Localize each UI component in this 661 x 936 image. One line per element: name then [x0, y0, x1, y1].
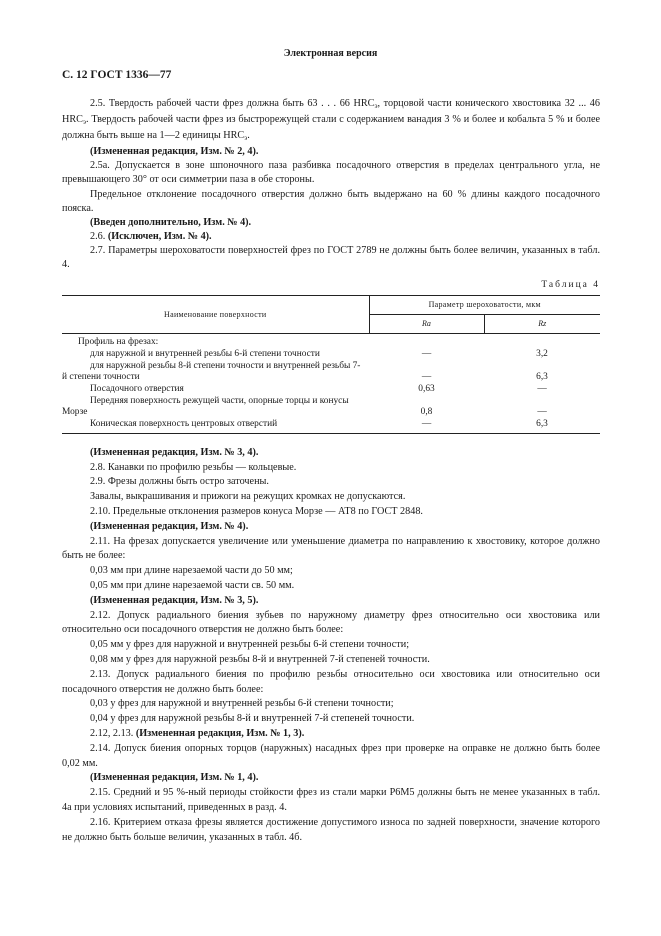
table-cell-rz: —	[537, 407, 547, 418]
table-cell-ra: —	[421, 348, 432, 359]
paragraph-2-10: 2.10. Предельные отклонения размеров конуса Морзе — АТ8 по ГОСТ 2848.	[90, 506, 423, 518]
electronic-version-label: Электронная версия	[283, 48, 378, 59]
table-cell-surface: для наружной резьбы 8-й степени точности и внутренней резьбы 7-й степени точности	[62, 360, 361, 383]
table-cell-surface: Коническая поверхность центровых отверстий	[62, 419, 369, 433]
paragraph-2-11: 2.11. На фрезах допускается увеличение или уменьшение диаметра по направлению к хвостовику, которое должно быть не более:	[62, 535, 600, 562]
paragraph-2-5a: 2.5а. Допускается в зоне шпоночного паза разбивка посадочного отверстия в пределах центрального угла, не превышающего 30° от оси симметрии паза в обе стороны.	[62, 160, 600, 186]
paragraph-2-5: 2.5. Твердость рабочей части фрез должна быть 63 . . . 66 $HRC_э$, торцовой части конического хвостовика 32 ... 46 $HRC_э$. Твердость рабочей части фрез из быстрорежущей стали с содержанием ванадия 3 % и более и кобальта 5 % и более должна быть выше на 1—2 единицы $HRC_э$.	[62, 98, 600, 143]
paragraph-2-13-b: 0,04 у фрез для наружной резьбы 8-й и внутренней 7-й степеней точности.	[90, 713, 415, 725]
column-header-roughness: Параметр шероховатости, мкм	[369, 296, 600, 315]
table-cell-ra	[369, 334, 484, 349]
table-row	[62, 396, 600, 419]
table-cell-ra: —	[369, 419, 484, 433]
paragraph-2-13: 2.13. Допуск радиального биения по профилю резьбы относительно оси хвостовика или относительно оси посадочного отверстия не должно быть более:	[62, 668, 600, 695]
roughness-table	[62, 295, 600, 434]
table-row	[62, 384, 600, 396]
amendment-note: (Измененная редакция, Изм. № 1, 4).	[90, 772, 259, 784]
paragraph-2-11-a: 0,03 мм при длине нарезаемой части до 50 мм;	[90, 565, 293, 577]
amendment-note: (Введен дополнительно, Изм. № 4).	[90, 216, 252, 228]
post-table-section	[62, 446, 600, 846]
table-cell-rz: 6,3	[484, 419, 600, 433]
table-cell-ra: 0,63	[418, 384, 435, 395]
paragraph-2-12-a: 0,05 мм у фрез для наружной и внутренней резьбы 6-й степени точности;	[90, 639, 410, 651]
table-cell-rz: —	[537, 384, 547, 395]
table-cell-ra: 0,8	[420, 407, 433, 418]
paragraph-2-8: 2.8. Канавки по профилю резьбы — кольцевые.	[90, 461, 297, 473]
table-cell-rz: 3,2	[536, 348, 548, 359]
paragraph-2-7: 2.7. Параметры шероховатости поверхностей фрез по ГОСТ 2789 не должны быть более величин, указанных в табл. 4.	[62, 244, 600, 271]
paragraph-2-12: 2.12. Допуск радиального биения зубьев по наружному диаметру фрез относительно оси хвостовика или относительно оси посадочного отверстия не должно быть более:	[62, 609, 600, 636]
table-cell-ra: —	[421, 372, 432, 383]
page-id: С. 12 ГОСТ 1336—77	[62, 69, 172, 81]
paragraph-2-11-b: 0,05 мм при длине нарезаемой части св. 50 мм.	[90, 580, 295, 592]
paragraph-burrs: Завалы, выкрашивания и прижоги на режущих кромках не допускаются.	[90, 491, 406, 503]
column-header-ra: Ra	[369, 315, 484, 334]
column-header-rz: Rz	[484, 315, 600, 334]
column-header-surface: Наименование поверхности	[62, 296, 369, 334]
table-row	[62, 349, 600, 361]
paragraph-2-13-a: 0,03 у фрез для наружной и внутренней резьбы 6-й степени точности;	[90, 698, 394, 710]
table-cell-rz: 6,3	[536, 372, 548, 383]
table-label: Таблица 4	[541, 280, 600, 291]
paragraph-2-16: 2.16. Критерием отказа фрезы является достижение допустимого износа по задней поверхности, значение которого не должно быть больше величин, указанных в табл. 4б.	[62, 816, 600, 843]
paragraph-2-14: 2.14. Допуск биения опорных торцов (наружных) насадных фрез при проверке на оправке не должно быть более 0,02 мм.	[62, 742, 600, 769]
amendment-note: (Измененная редакция, Изм. № 3, 4).	[90, 446, 259, 458]
table-cell-surface: Посадочного отверстия	[90, 384, 184, 395]
table-row	[62, 334, 600, 349]
paragraph-2-9: 2.9. Фрезы должны быть остро заточены.	[90, 476, 269, 488]
paragraph-2-6: 2.6. (Исключен, Изм. № 4).	[90, 230, 212, 242]
table-cell-surface: Профиль на фрезах:	[78, 337, 159, 348]
amendment-note: (Измененная редакция, Изм. № 2, 4).	[90, 146, 259, 158]
table-row	[62, 361, 600, 384]
paragraph-2-15: 2.15. Средний и 95 %-ный периоды стойкости фрез из стали марки Р6М5 должны быть не менее указанных в табл. 4а при условиях испытаний, приведенных в разд. 4.	[62, 787, 600, 813]
amendment-note: (Измененная редакция, Изм. № 3, 5).	[90, 594, 259, 606]
document-body	[62, 97, 600, 845]
table-row	[62, 419, 600, 433]
paragraph-2-12-2-13-amendment: 2.12, 2.13. (Измененная редакция, Изм. № 1, 3).	[90, 727, 305, 739]
table-cell-rz	[484, 334, 600, 349]
paragraph-deviation: Предельное отклонение посадочного отверстия должно быть выдержано на 60 % длины каждого посадочного пояска.	[62, 188, 600, 214]
amendment-note: (Измененная редакция, Изм. № 4).	[90, 520, 249, 532]
paragraph-2-12-b: 0,08 мм у фрез для наружной резьбы 8-й и внутренней 7-й степеней точности.	[90, 654, 430, 665]
table-cell-surface: Передняя поверхность режущей части, опорные торцы и конусы Морзе	[62, 395, 349, 418]
table-cell-surface: для наружной и внутренней резьбы 6-й степени точности	[90, 348, 320, 359]
